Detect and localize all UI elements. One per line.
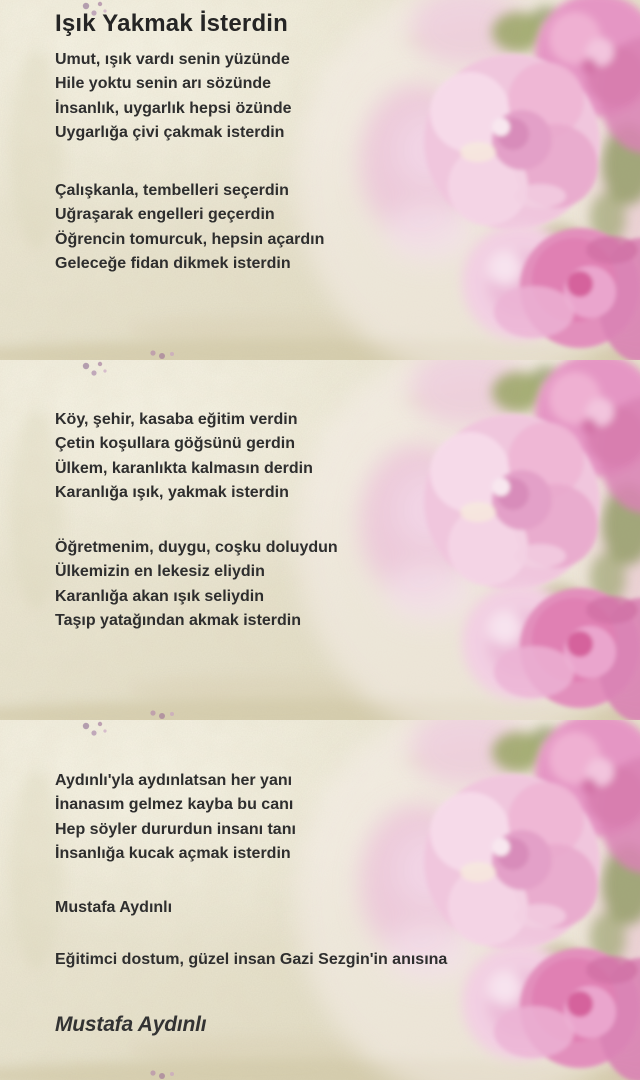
poem-line: Umut, ışık vardı senin yüzünde <box>55 51 290 68</box>
stanza-5 <box>55 769 296 866</box>
poem-line: Uğraşarak engelleri geçerdin <box>55 206 275 224</box>
poem-line: Öğretmenim, duygu, coşku doluydun <box>55 539 338 556</box>
poem-line: Uygarlığa çivi çakmak isterdin <box>55 123 285 141</box>
author-signature: Mustafa Aydınlı <box>55 899 173 916</box>
poem-line: İnanasım gelmez kayba bu canı <box>55 796 294 814</box>
stanza-1 <box>55 48 292 145</box>
poem-section-3 <box>0 720 640 1080</box>
poem-line: Çetin koşullara göğsünü gerdin <box>55 435 296 453</box>
poem-section-1 <box>0 0 640 360</box>
poem-line: Karanlığa ışık, yakmak isterdin <box>55 483 289 501</box>
poem-title: Işık Yakmak İsterdin <box>55 10 289 37</box>
poem-line: İnsanlık, uygarlık hepsi özünde <box>55 99 292 117</box>
poem-line: Çalışkanla, tembelleri seçerdin <box>55 182 289 199</box>
stanza-4 <box>55 536 338 633</box>
poem-line: Karanlığa akan ışık seliydin <box>55 587 264 605</box>
dedication-line: Eğitimci dostum, güzel insan Gazi Sezgin'in anısına <box>55 951 448 968</box>
poem-line: Taşıp yatağından akmak isterdin <box>55 611 302 629</box>
poem-section-2 <box>0 360 640 720</box>
poem-line: Köy, şehir, kasaba eğitim verdin <box>55 411 298 428</box>
poem-line: Aydınlı'yla aydınlatsan her yanı <box>55 772 293 789</box>
poem-section-2-text <box>0 360 640 720</box>
poem-line: İnsanlığa kucak açmak isterdin <box>55 844 291 862</box>
poem-line: Hep söyler dururdun insanı tanı <box>55 820 296 838</box>
stanza-2 <box>55 179 324 276</box>
poem-section-1-text <box>0 0 640 360</box>
poem-line: Ülkem, karanlıkta kalmasın derdin <box>55 459 313 477</box>
poem-line: Hile yoktu senin arı sözünde <box>55 75 272 93</box>
poem-line: Ülkemizin en lekesiz eliydin <box>55 563 265 581</box>
poem-line: Geleceğe fidan dikmek isterdin <box>55 254 291 272</box>
stanza-3 <box>55 408 313 505</box>
poem-section-3-text <box>0 720 640 1080</box>
footer-author-name: Mustafa Aydınlı <box>55 1013 207 1036</box>
poem-line: Öğrencin tomurcuk, hepsin açardın <box>55 230 325 248</box>
